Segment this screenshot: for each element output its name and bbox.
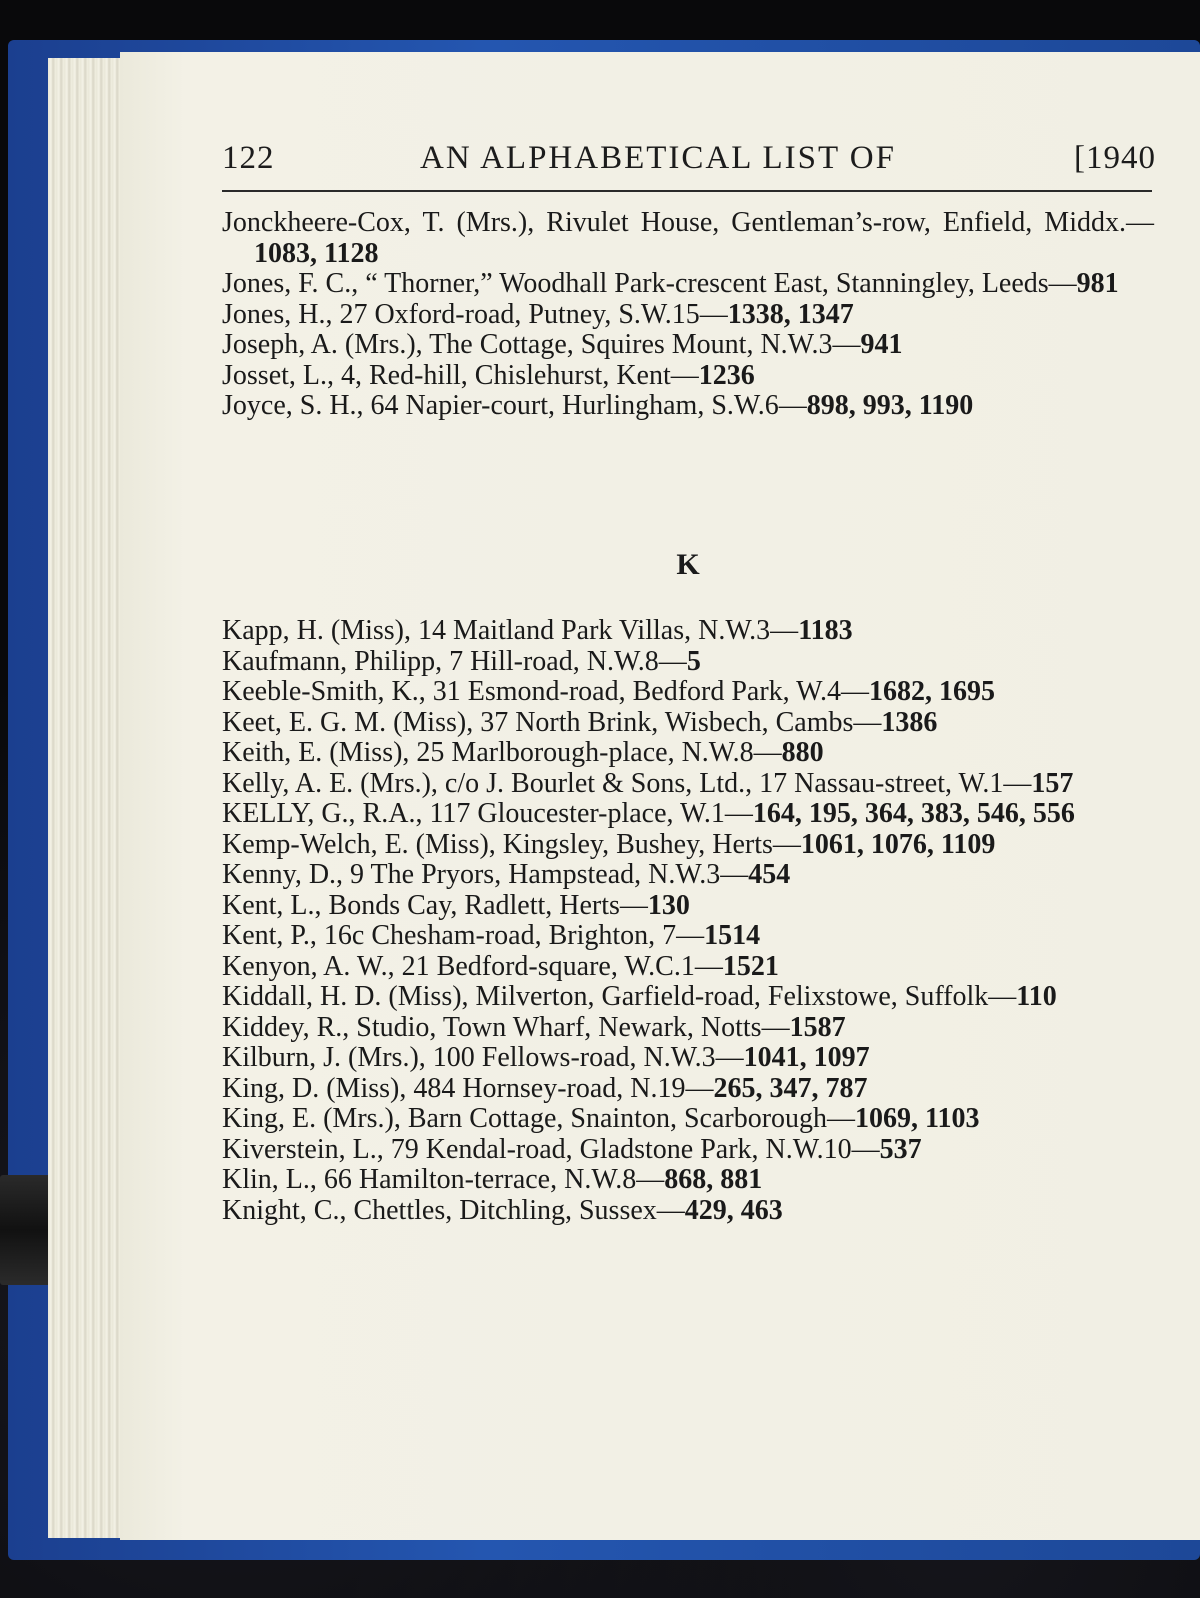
entry-refs: 130: [647, 889, 690, 921]
list-item: [222, 708, 1154, 739]
list-item: [222, 1043, 1154, 1074]
entry-text: Kenyon, A. W., 21 Bedford-square, W.C.1—: [222, 950, 723, 982]
entry-refs: 157: [1031, 767, 1074, 799]
list-item: [222, 1104, 1154, 1135]
entries-k: [222, 616, 1154, 1226]
list-item: [222, 1013, 1154, 1044]
entry-refs: 1521: [722, 950, 779, 982]
entry-refs: 1338, 1347: [727, 298, 854, 330]
entry-text: Jones, F. C., “ Thorner,” Woodhall Park-crescent East, Stanningley, Leeds—: [222, 268, 1077, 299]
entry-refs: 265, 347, 787: [713, 1072, 868, 1104]
list-item: [222, 616, 1154, 647]
list-item: [222, 269, 1154, 300]
entry-text: Joseph, A. (Mrs.), The Cottage, Squires Mount, N.W.3—: [222, 329, 861, 360]
list-item: [222, 1074, 1154, 1105]
entry-text: Joyce, S. H., 64 Napier-court, Hurlingham, S.W.6—: [222, 390, 807, 421]
entry-refs: 454: [748, 859, 791, 890]
list-item: [222, 982, 1154, 1013]
entries-j: [222, 208, 1154, 422]
section-letter: K: [676, 548, 700, 581]
entry-refs: 1514: [704, 920, 761, 951]
entry-text: Keith, E. (Miss), 25 Marlborough-place, N.W.8—: [222, 737, 782, 768]
list-item: [222, 769, 1154, 800]
list-item: [222, 300, 1154, 331]
list-item: [222, 921, 1154, 952]
entry-text: Kent, L., Bonds Cay, Radlett, Herts—: [222, 889, 648, 921]
running-head: [222, 140, 1156, 184]
entry-refs: 1587: [789, 1011, 846, 1043]
entry-text: Klin, L., 66 Hamilton-terrace, N.W.8—: [222, 1164, 665, 1195]
entry-text: Kenny, D., 9 The Pryors, Hampstead, N.W.3—: [222, 859, 749, 890]
entry-refs: 868, 881: [664, 1164, 763, 1195]
list-item: [222, 1196, 1154, 1227]
entry-text: Kiverstein, L., 79 Kendal-road, Gladstone Park, N.W.10—: [222, 1133, 880, 1165]
entry-text: Jonckheere-Cox, T. (Mrs.), Rivulet House, Gentleman’s-row, Enfield, Middx.—: [222, 207, 1154, 238]
entry-refs: 1183: [798, 615, 853, 646]
entry-refs: 5: [686, 645, 701, 677]
entry-text: Jones, H., 27 Oxford-road, Putney, S.W.15—: [222, 298, 728, 330]
entry-refs: 1682, 1695: [869, 676, 996, 707]
entry-text: Kent, P., 16c Chesham-road, Brighton, 7—: [222, 920, 705, 951]
entry-text: King, E. (Mrs.), Barn Cottage, Snainton, Scarborough—: [222, 1103, 856, 1134]
entry-refs: 1041, 1097: [743, 1042, 870, 1073]
entry-refs: 537: [879, 1133, 922, 1165]
entry-refs: 1069, 1103: [855, 1103, 980, 1134]
entry-text: Josset, L., 4, Red-hill, Chislehurst, Kent—: [222, 359, 699, 391]
list-item: [222, 330, 1154, 361]
list-item: [222, 830, 1154, 861]
entry-text: Kilburn, J. (Mrs.), 100 Fellows-road, N.W.3—: [222, 1042, 744, 1073]
entry-text: King, D. (Miss), 484 Hornsey-road, N.19—: [222, 1072, 714, 1104]
entry-refs: 1061, 1076, 1109: [800, 828, 996, 860]
entry-text: Kiddey, R., Studio, Town Wharf, Newark, Notts—: [222, 1011, 790, 1043]
entry-text: Kemp-Welch, E. (Miss), Kingsley, Bushey, Herts—: [222, 828, 801, 860]
entry-refs: 110: [1016, 981, 1057, 1012]
header-rule: [222, 190, 1152, 192]
list-item: [222, 891, 1154, 922]
entry-refs: 941: [860, 329, 903, 360]
entry-refs: 898, 993, 1190: [806, 390, 974, 421]
entry-refs: 1386: [881, 706, 938, 738]
page-title: AN ALPHABETICAL LIST OF: [420, 140, 896, 176]
entry-refs: 1236: [698, 359, 755, 391]
entry-text: Kelly, A. E. (Mrs.), c/o J. Bourlet & Sons, Ltd., 17 Nassau-street, W.1—: [222, 767, 1032, 799]
list-item: [222, 647, 1154, 678]
list-item: [222, 799, 1154, 830]
page-number: 122: [222, 140, 275, 176]
entry-refs: 164, 195, 364, 383, 546, 556: [752, 798, 1075, 829]
entry-text: Knight, C., Chettles, Ditchling, Sussex—: [222, 1194, 685, 1226]
entry-text: Kaufmann, Philipp, 7 Hill-road, N.W.8—: [222, 645, 687, 677]
entry-text: Keeble-Smith, K., 31 Esmond-road, Bedford Park, W.4—: [222, 676, 870, 707]
entry-refs: 1083, 1128: [254, 237, 379, 269]
entry-refs: 880: [781, 737, 824, 768]
list-item: [222, 1165, 1154, 1196]
entry-refs: 429, 463: [684, 1194, 783, 1226]
list-item: [222, 738, 1154, 769]
list-item: [222, 208, 1154, 269]
entry-text: Keet, E. G. M. (Miss), 37 North Brink, Wisbech, Cambs—: [222, 706, 882, 738]
list-item: [222, 677, 1154, 708]
list-item: [222, 860, 1154, 891]
entry-refs: 981: [1076, 268, 1119, 299]
entry-text: Kapp, H. (Miss), 14 Maitland Park Villas, N.W.3—: [222, 615, 799, 646]
list-item: [222, 361, 1154, 392]
list-item: [222, 952, 1154, 983]
list-item: [222, 391, 1154, 422]
entry-text: KELLY, G., R.A., 117 Gloucester-place, W.1—: [222, 798, 753, 829]
list-item: [222, 1135, 1154, 1166]
page-year: [1940: [1074, 140, 1156, 176]
entry-text: Kiddall, H. D. (Miss), Milverton, Garfield-road, Felixstowe, Suffolk—: [222, 981, 1017, 1012]
